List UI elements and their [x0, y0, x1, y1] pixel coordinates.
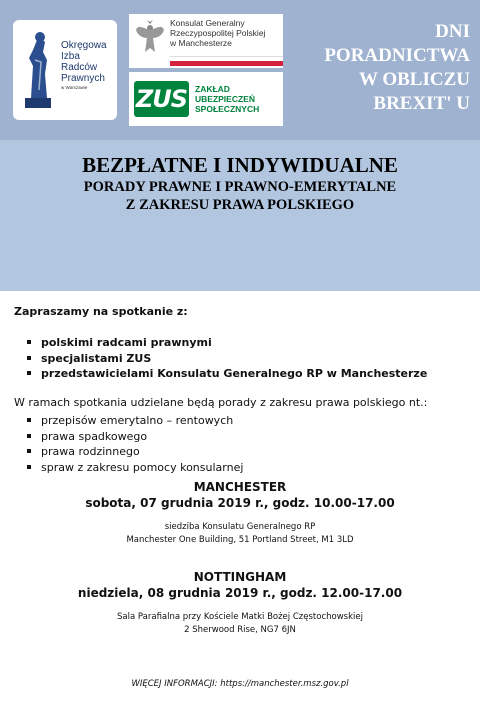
oirp-line: Prawnych [61, 73, 105, 84]
bullet-icon [27, 434, 31, 438]
list-item-text: specjalistami ZUS [41, 351, 152, 365]
statue-icon [21, 30, 55, 110]
header [0, 0, 480, 140]
venue-line: Manchester One Building, 51 Portland Street, M1 3LD [126, 535, 354, 545]
more-info: WIĘCEJ INFORMACJI: https://manchester.msz.gov.pl [131, 679, 349, 689]
konsulat-name [170, 18, 265, 48]
zus-line: ZAKŁAD [195, 84, 230, 94]
eagle-icon [135, 18, 165, 56]
oirp-line: Izba [61, 51, 80, 62]
bullet-icon [27, 356, 31, 360]
event-title [290, 20, 470, 116]
zus-logo [129, 72, 283, 126]
zus-name [195, 84, 259, 114]
list-item-text: prawa rodzinnego [41, 445, 140, 458]
title-line: BREXIT' U [373, 93, 470, 114]
intro-text: Zapraszamy na spotkanie z: [14, 305, 188, 318]
list-item [27, 460, 243, 476]
bullet-icon [27, 418, 31, 422]
event-manchester [0, 479, 480, 547]
event-venue [0, 521, 480, 547]
list-item [27, 444, 243, 460]
event-nottingham [0, 569, 480, 637]
event-venue [0, 611, 480, 637]
list-item [27, 413, 243, 429]
venue-line: Sala Parafialna przy Kościele Matki Bożej Częstochowskiej [117, 612, 363, 622]
list-item [27, 351, 427, 367]
list-item [27, 366, 427, 382]
content-panel [0, 275, 480, 719]
oirp-logo [13, 20, 117, 120]
topics-list [27, 413, 243, 475]
title-line: DNI [435, 21, 470, 42]
oirp-line: Radców [61, 62, 98, 73]
bullet-icon [27, 340, 31, 344]
konsulat-line: w Manchesterze [170, 38, 232, 48]
title-line: PORADNICTWA [324, 45, 470, 66]
list-item [27, 335, 427, 351]
list-item-text: spraw z zakresu pomocy konsularnej [41, 460, 244, 474]
topics-intro: W ramach spotkania udzielane będą porady z zakresu prawa polskiego nt.: [14, 396, 428, 409]
bullet-icon [27, 449, 31, 453]
event-city: MANCHESTER [193, 480, 287, 494]
banner-heading: BEZPŁATNE I INDYWIDUALNE [82, 153, 398, 177]
list-item-text: prawa spadkowego [41, 429, 148, 443]
bullet-icon [27, 465, 31, 469]
oirp-sub: w Warszawie [61, 85, 88, 90]
title-line: W OBLICZU [358, 69, 470, 90]
banner-subheading: PORADY PRAWNE I PRAWNO-EMERYTALNE [83, 179, 397, 195]
konsulat-line: Konsulat Generalny [170, 18, 245, 28]
list-item-text: przepisów emerytalno – rentowych [41, 414, 234, 427]
venue-line: siedziba Konsulatu Generalnego RP [164, 522, 316, 532]
oirp-name [61, 40, 107, 91]
konsulat-line: Rzeczypospolitej Polskiej [170, 28, 266, 38]
zus-line: UBEZPIECZEŃ [195, 94, 255, 104]
zus-line: SPOŁECZNYCH [195, 104, 260, 114]
venue-line: 2 Sherwood Rise, NG7 6JN [184, 625, 296, 635]
participants-list [27, 335, 427, 382]
banner [0, 152, 480, 214]
bullet-icon [27, 371, 31, 375]
flag-red-stripe [170, 61, 283, 66]
konsulat-logo [129, 14, 283, 68]
list-item [27, 429, 243, 445]
banner-subheading: Z ZAKRESU PRAWA POLSKIEGO [125, 197, 355, 213]
event-datetime: sobota, 07 grudnia 2019 r., godz. 10.00-17.00 [85, 496, 395, 510]
oirp-line: Okręgowa [61, 40, 107, 51]
list-item-text: polskimi radcami prawnymi [41, 336, 212, 349]
event-datetime: niedziela, 08 grudnia 2019 r., godz. 12.00-17.00 [77, 586, 403, 600]
event-city: NOTTINGHAM [193, 570, 287, 584]
list-item-text: przedstawicielami Konsulatu Generalnego RP w Manchesterze [41, 367, 428, 380]
zus-mark: ZUS [134, 81, 189, 117]
